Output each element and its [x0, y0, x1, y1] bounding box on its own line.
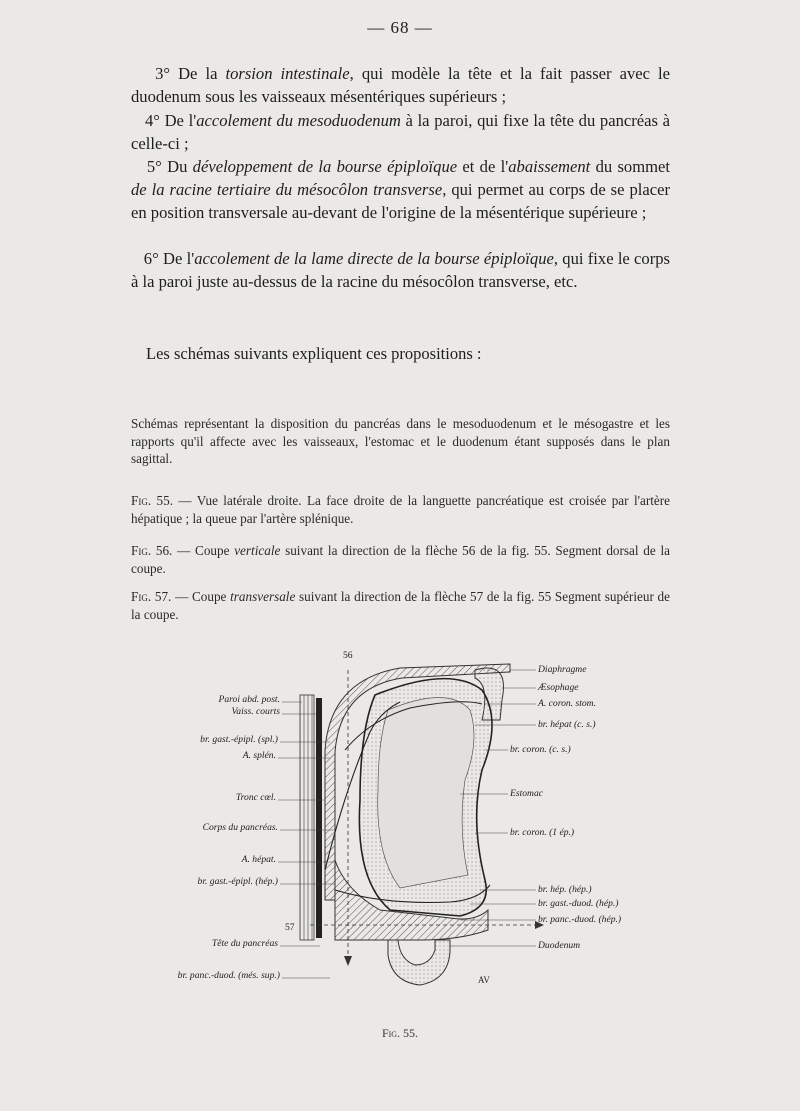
label-diaphragme: Diaphragme — [538, 664, 587, 675]
fig-note-57: Fig. 57. — Coupe transversale suivant la direction de la flèche 57 de la fig. 55 Segment supérieur de la coupe. — [131, 589, 670, 622]
label-br-hep-hep: br. hép. (hép.) — [538, 884, 592, 895]
item-6: 6° De l'accolement de la lame directe de la bourse épiploïque, qui fixe le corps à la paroi juste au-dessus de la racine du mésocôlon transverse, etc. — [131, 249, 670, 292]
label-br-gast-duod: br. gast.-duod. (hép.) — [538, 898, 619, 909]
item-4: 4° De l'accolement du mesoduodenum à la paroi, qui fixe la tête du pancréas à celle-ci ; — [131, 111, 670, 154]
figure-caption: Fig. 55. — [381, 1026, 419, 1040]
label-duodenum: Duodenum — [538, 940, 581, 951]
aorta — [316, 698, 322, 938]
fig-note-55: Fig. 55. — Vue latérale droite. La face droite de la languette pancréatique est croisée par l'artère hépatique ; la queue par l'artère splénique. — [131, 493, 670, 526]
label-tronc: Tronc cœl. — [235, 792, 276, 803]
label-vaiss: Vaiss. courts — [231, 706, 280, 717]
duodenum-loop — [388, 940, 450, 985]
label-paroi: Paroi abd. post. — [218, 694, 280, 705]
corner-mark: AV — [478, 975, 490, 985]
arrow-label-57: 57 — [285, 922, 295, 933]
label-estomac: Estomac — [510, 788, 544, 799]
figure-svg — [130, 640, 700, 1020]
item-5: 5° Du développement de la bourse épiploïque et de l'abaissement du sommet de la racine tertiaire du mésocôlon transverse, qui permet au corps de se placer en position transversale au-devant de l'origine de la mésentérique supérieure ; — [131, 157, 670, 223]
label-br-hepat-cs: br. hépat (c. s.) — [538, 719, 596, 730]
label-corps: Corps du pancréas. — [202, 822, 278, 833]
stomach-cavity — [378, 698, 474, 889]
label-oesophage: Æsophage — [538, 682, 579, 693]
label-tete: Tête du pancréas — [211, 938, 278, 949]
label-gast-epipl-hep: br. gast.-épipl. (hép.) — [197, 876, 278, 887]
label-br-coron-1ep: br. coron. (1 ép.) — [510, 827, 575, 838]
label-gast-epipl-spl: br. gast.-épipl. (spl.) — [200, 734, 278, 745]
arrowhead-56 — [344, 956, 352, 966]
label-br-coron-cs: br. coron. (c. s.) — [510, 744, 571, 755]
label-br-panc-duod-hep: br. panc.-duod. (hép.) — [538, 914, 622, 925]
item-3: 3° De la torsion intestinale, qui modèle la tête et la fait passer avec le duodenum sous les vaisseaux mésentériques supérieurs ; — [131, 64, 671, 107]
schemas-description: Schémas représentant la disposition du pancréas dans le mesoduodenum et le mésogastre et les rapports qu'il affecte avec les vaisseaux, l'estomac et le duodenum étant supposés dans le plan sagittal. — [131, 416, 670, 466]
posterior-wall — [300, 695, 314, 940]
label-panc-duod-mes: br. panc.-duod. (més. sup.) — [177, 970, 280, 981]
label-a-splen: A. splén. — [242, 750, 276, 761]
label-a-coron-stom: A. coron. stom. — [538, 698, 597, 709]
page-number: — 68 — — [367, 18, 433, 37]
fig-note-56: Fig. 56. — Coupe verticale suivant la direction de la flèche 56 de la fig. 55. Segment dorsal de la coupe. — [131, 543, 670, 576]
arrow-label-56: 56 — [343, 650, 353, 661]
intro-sentence: Les schémas suivants expliquent ces propositions : — [146, 344, 482, 363]
label-a-hepat: A. hépat. — [241, 854, 276, 865]
anatomical-figure — [130, 640, 700, 1020]
